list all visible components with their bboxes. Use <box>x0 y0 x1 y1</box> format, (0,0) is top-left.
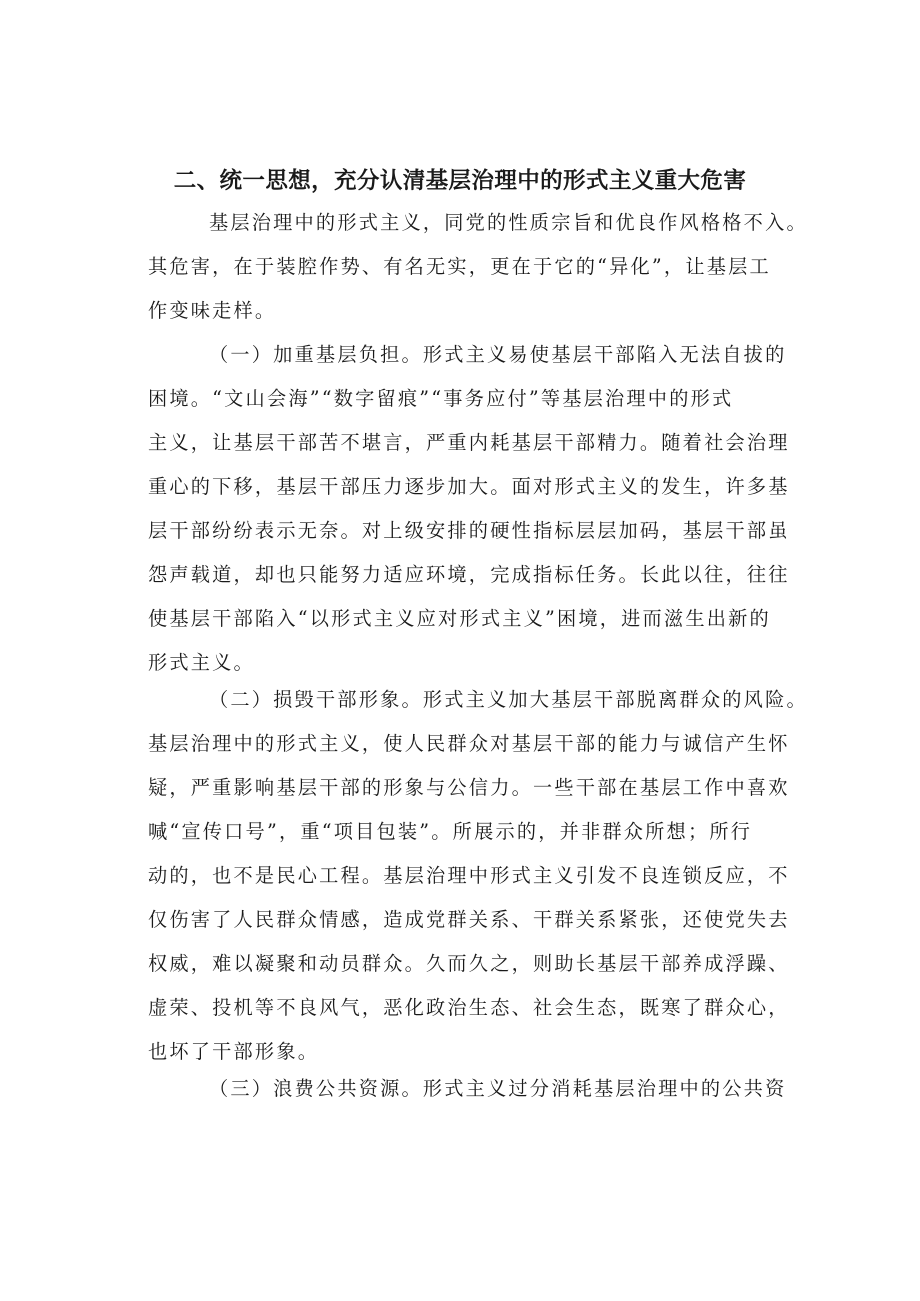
paragraph-intro <box>148 201 808 333</box>
paragraph-line: 动的，也不是民心工程。基层治理中形式主义引发不良连锁反应，不 <box>148 864 790 887</box>
paragraph-line: 也坏了干部形象。 <box>148 1040 320 1063</box>
section-heading: 二、统一思想，充分认清基层治理中的形式主义重大危害 <box>173 168 747 194</box>
paragraph-line: （一）加重基层负担。形式主义易使基层干部陷入无法自拔的 <box>209 343 787 366</box>
paragraph-line: （二）损毁干部形象。形式主义加大基层干部脱离群众的风险。 <box>209 688 808 711</box>
paragraph-line: 形式主义。 <box>148 651 255 674</box>
paragraph-line: 怨声载道，却也只能努力适应环境，完成指标任务。长此以往，往往 <box>148 563 790 586</box>
paragraph-line: 基层治理中的形式主义，同党的性质宗旨和优良作风格格不入。 <box>209 211 808 234</box>
paragraph-line: 疑，严重影响基层干部的形象与公信力。一些干部在基层工作中喜欢 <box>148 776 790 799</box>
paragraph-line: 虚荣、投机等不良风气，恶化政治生态、社会生态，既寒了群众心， <box>148 996 790 1019</box>
paragraph-line: 喊“宣传口号”，重“项目包装”。所展示的，并非群众所想；所行 <box>148 820 753 843</box>
paragraph-line: （三）浪费公共资源。形式主义过分消耗基层治理中的公共资 <box>209 1077 787 1100</box>
paragraph-line: 权威，难以凝聚和动员群众。久而久之，则助长基层干部养成浮躁、 <box>148 952 790 975</box>
paragraph-line: 重心的下移，基层干部压力逐步加大。面对形式主义的发生，许多基 <box>148 475 790 498</box>
paragraph-line: 层干部纷纷表示无奈。对上级安排的硬性指标层层加码，基层干部虽 <box>148 519 790 542</box>
paragraph-image <box>148 678 808 1074</box>
paragraph-line: 仅伤害了人民群众情感，造成党群关系、干群关系紧张，还使党失去 <box>148 908 790 931</box>
paragraph-line: 作变味走样。 <box>148 299 277 322</box>
paragraph-line: 主义，让基层干部苦不堪言，严重内耗基层干部精力。随着社会治理 <box>148 431 790 454</box>
paragraph-line: 其危害，在于装腔作势、有名无实，更在于它的“异化”，让基层工 <box>148 255 771 278</box>
paragraph-line: 基层治理中的形式主义，使人民群众对基层干部的能力与诚信产生怀 <box>148 732 790 755</box>
paragraph-line: 使基层干部陷入“以形式主义应对形式主义”困境，进而滋生出新的 <box>148 607 771 630</box>
paragraph-resources <box>148 1067 798 1111</box>
paragraph-burden <box>148 333 798 685</box>
paragraph-line: 困境。“文山会海”“数字留痕”“事务应付”等基层治理中的形式 <box>148 387 734 410</box>
